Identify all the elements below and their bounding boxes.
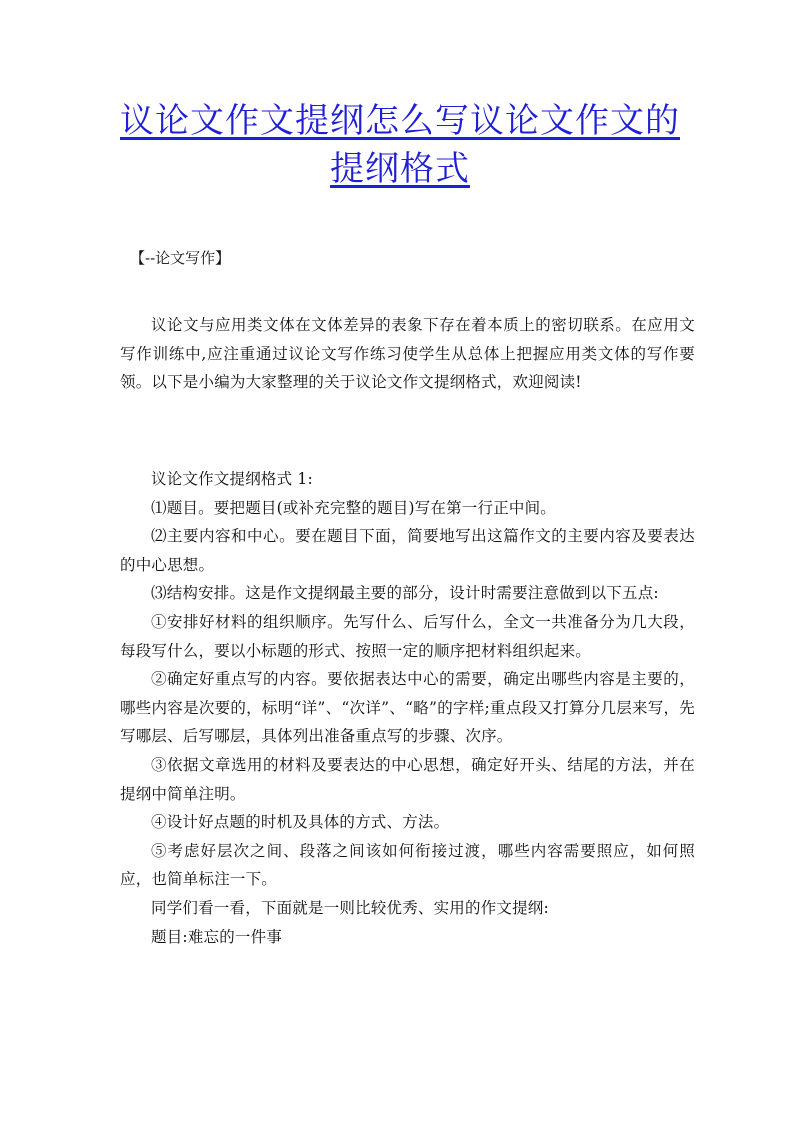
outline-item-content: ⑵主要内容和中心。要在题目下面，简要地写出这篇作文的主要内容及要表达的中心思想。 (120, 527, 695, 574)
outline-item-structure: ⑶结构安排。这是作文提纲最主要的部分，设计时需要注意做到以下五点: (151, 584, 659, 603)
outline-subitem-3: ③依据文章选用的材料及要表达的中心思想，确定好开头、结尾的方法，并在提纲中简单注明。 (120, 755, 695, 803)
outline-subitem-1: ①安排好材料的组织顺序。先写什么、后写什么，全文一共准备分为几大段，每段写什么，要以小标题的形式、按照一定的顺序把材料组织起来。 (120, 612, 695, 660)
intro-paragraph: 议论文与应用类文体在文体差异的表象下存在着本质上的密切联系。在应用文写作训练中,应注重通过议论文写作练习使学生从总体上把握应用类文体的写作要领。以下是小编为大家整理的关于议论文作文提纲格式，欢迎阅读! (120, 316, 695, 392)
outline-subitem-5: ⑤考虑好层次之间、段落之间该如何衔接过渡，哪些内容需要照应，如何照应，也简单标注一下。 (120, 841, 695, 889)
document-title-link[interactable]: 议论文作文提纲怎么写议论文作文的提纲格式 (120, 101, 680, 189)
outline-subitem-4: ④设计好点题的时机及具体的方式、方法。 (151, 813, 450, 832)
outline-section (120, 465, 695, 951)
category-tag: 【--论文写作】 (130, 249, 231, 267)
outline-item-title: ⑴题目。要把题目(或补充完整的题目)写在第一行正中间。 (151, 498, 556, 517)
outline-subitem-2: ②确定好重点写的内容。要依据表达中心的需要，确定出哪些内容是主要的，哪些内容是次要的，标明“详”、“次详”、“略”的字样;重点段又打算分几层来写，先写哪层、后写哪层，具体列出准备重点写的步骤、次序。 (120, 670, 695, 746)
example-intro: 同学们看一看，下面就是一则比较优秀、实用的作文提纲: (151, 898, 549, 917)
example-title: 题目:难忘的一件事 (151, 927, 283, 946)
outline-heading: 议论文作文提纲格式 1: (151, 470, 313, 488)
